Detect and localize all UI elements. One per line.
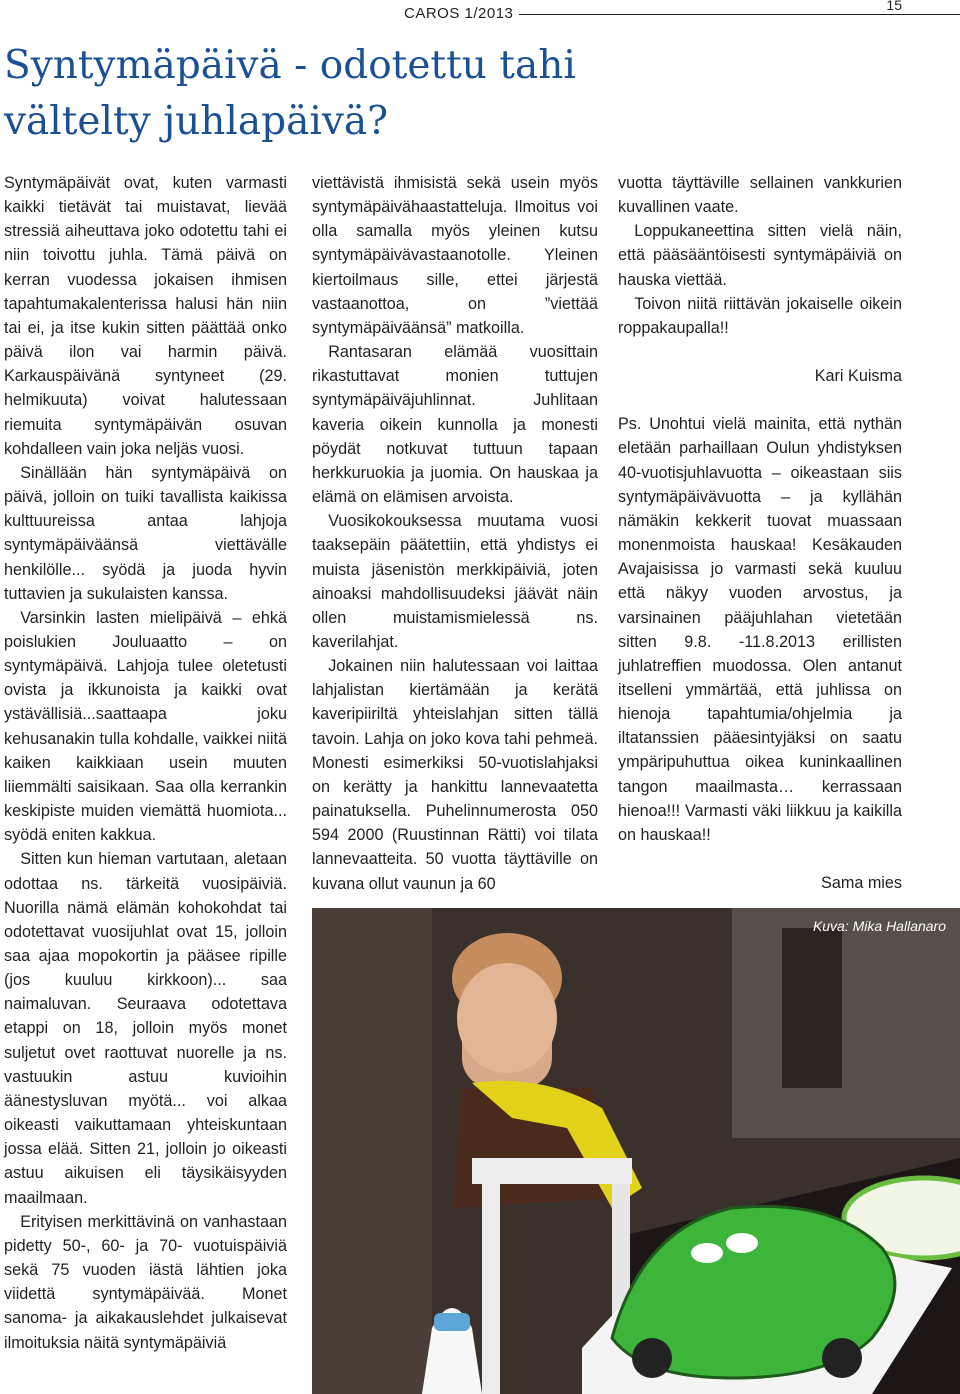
- article-column-1: [4, 171, 287, 1355]
- paragraph: Toivon niitä riittävän jokaiselle oikein roppakaupalla!!: [618, 294, 902, 337]
- paragraph: Rantasaran elämää vuosittain rikastuttavat monien tuttujen syntymäpäiväjuhlinnat. Juhlitaan kaveria oikein kunnolla ja monesti pöydät notkuvat tuttuun tapaan herkkuruokia ja juomia. On hauskaa ja elämä on elämisen arvoista.: [312, 343, 598, 507]
- paragraph: Sitten kun hieman vartutaan, aletaan odottaa ns. tärkeitä vuosipäiviä. Nuorilla nämä elämän kohokohdat tai odotettavat vuosijuhlat ovat 15, jolloin saa ajaa mopokortin ja pääsee ripille (jos kuuluu kirkkoon)... saa naimaluvan. Seuraava odotettava etappi on 18, jolloin myös monet suljetut ovet raottuvat nuorelle ja ns. vastuukin astuu kuvioihin äänestysluvan myötä... voi alkaa oikeasti vaikuttamaan yhteiskuntaan jossa elää. Sitten 21, jolloin jo oikeasti astuu aikuisen eli täysikäisyyden maailmaan.: [4, 850, 287, 1207]
- header-rule: [512, 14, 960, 15]
- page-number: 15: [886, 0, 902, 13]
- postscript-signature: Sama mies: [821, 874, 902, 893]
- magazine-issue: CAROS 1/2013: [398, 5, 519, 22]
- article-photo: [312, 908, 960, 1394]
- paragraph: Varsinkin lasten mielipäivä – ehkä poislukien Jouluaatto – on syntymäpäivä. Lahjoja tulee oletetusti ovista ja ikkunoista ja kaikki ovat ystävällisiä...saattaapa joku kehusanakin tulla kohdalle, vaikkei niitä kaiken kaikkiaan usein muuten liiemmälti saisikaan. Saa olla kerrankin keskipiste muiden viemättä huomiota... syödä eniten kakkua.: [4, 608, 287, 845]
- paragraph: Sinällään hän syntymäpäivä on päivä, jolloin on tuiki tavallista kaikissa kulttuureissa antaa lahjoja syntymäpäiväänsä viettävälle henkilölle... syödä ja juoda hyvin tuttavien ja sukulaisten kanssa.: [4, 463, 287, 603]
- article-column-2: [312, 171, 598, 896]
- paragraph: Vuosikokouksessa muutama vuosi taaksepäin päätettiin, että yhdistys ei muista jäsenistön merkkipäiviä, joten ainoaksi mahdollisuudeksi jäävät näin ollen muistamismielessä ns. kaverilahjat.: [312, 512, 598, 651]
- photo-caption: Kuva: Mika Hallanaro: [812, 918, 946, 934]
- article-title: Syntymäpäivä - odotettu tahi vältelty juhlapäivä?: [4, 43, 576, 144]
- paragraph: vuotta täyttäville sellainen vankkurien kuvallinen vaate.: [618, 174, 902, 217]
- photo-illustration: [312, 908, 960, 1394]
- postscript: Ps. Unohtui vielä mainita, että nythän eletään parhaillaan Oulun yhdistyksen 40-vuotisjuhlavuotta – oikeastaan siis syntymäpäivävuotta – ja kyllähän nämäkin kekkerit tuovat muassaan monenmoista hauskaa! Kesäkauden Avajaisissa jo varmasti sekä kuuluu että näkyy vuoden arvostus, ja varsinainen pääjuhlahan vietetään sitten 9.8. -11.8.2013 erillisten juhlatreffien muodossa. Olen antanut itselleni ymmärtää, että juhlissa on hienoja tapahtumia/ohjelmia ja iltatanssien pääesintyjäksi on saatu ympäripuhuttua oikea kuninkaallinen tangon maailmasta… kerrassaan hienoa!!! Varmasti väki liikkuu ja kaikilla on hauskaa!!: [618, 415, 902, 844]
- paragraph: viettävistä ihmisistä sekä usein myös syntymäpäivähaastatteluja. Ilmoitus voi olla samalla myös yleinen kutsu syntymäpäivävastaanotolle. Yleinen kiertoilmaus sille, ettei järjestä vastaanottoa, on ”viettää syntymäpäiväänsä” matkoilla.: [312, 174, 598, 337]
- paragraph: Jokainen niin halutessaan voi laittaa lahjalistan kiertämään ja kerätä kaveripiiriltä yhteislahjan sitten tällä tavoin. Lahja on joko kova tahi pehmeä. Monesti esimerkiksi 50-vuotislahjaksi on kerätty ja hankittu lannevaatetta painatuksella. Puhelinnumerosta 050 594 2000 (Ruustinnan Rätti) voi tilata lannevaatteita. 50 vuotta täyttäville on kuvana ollut vaunun ja 60: [312, 657, 598, 893]
- article-column-3: [618, 171, 902, 895]
- paragraph: Syntymäpäivät ovat, kuten varmasti kaikki tietävät tai muistavat, lievää stressiä aiheuttava joko odotettu tahi ei niin toivottu juhla. Tämä päivä on kerran vuodessa jokaisen ihmisen tapahtumakalenterissa halusi hän niin tai ei, ja itse kukin sitten päättää onko päivä ilon vai harmin päivä. Karkauspäivänä syntyneet (29. helmikuuta) voivat halutessaan riemuita syntymäpäivän osuvan kohdalleen vain joka neljäs vuosi.: [4, 174, 287, 458]
- paragraph: Loppukaneettina sitten vielä näin, että pääsääntöisesti syntymäpäiviä on hauska viettää.: [618, 222, 902, 289]
- paragraph: Erityisen merkittävinä on vanhastaan pidetty 50-, 60- ja 70- vuotuispäiviä sekä 75 vuoden iästä lähtien joka viidettä syntymäpäivää. Monet sanoma- ja aikakauslehdet julkaisevat ilmoituksia näitä syntymäpäiviä: [4, 1212, 287, 1352]
- author-signature: Kari Kuisma: [814, 367, 902, 386]
